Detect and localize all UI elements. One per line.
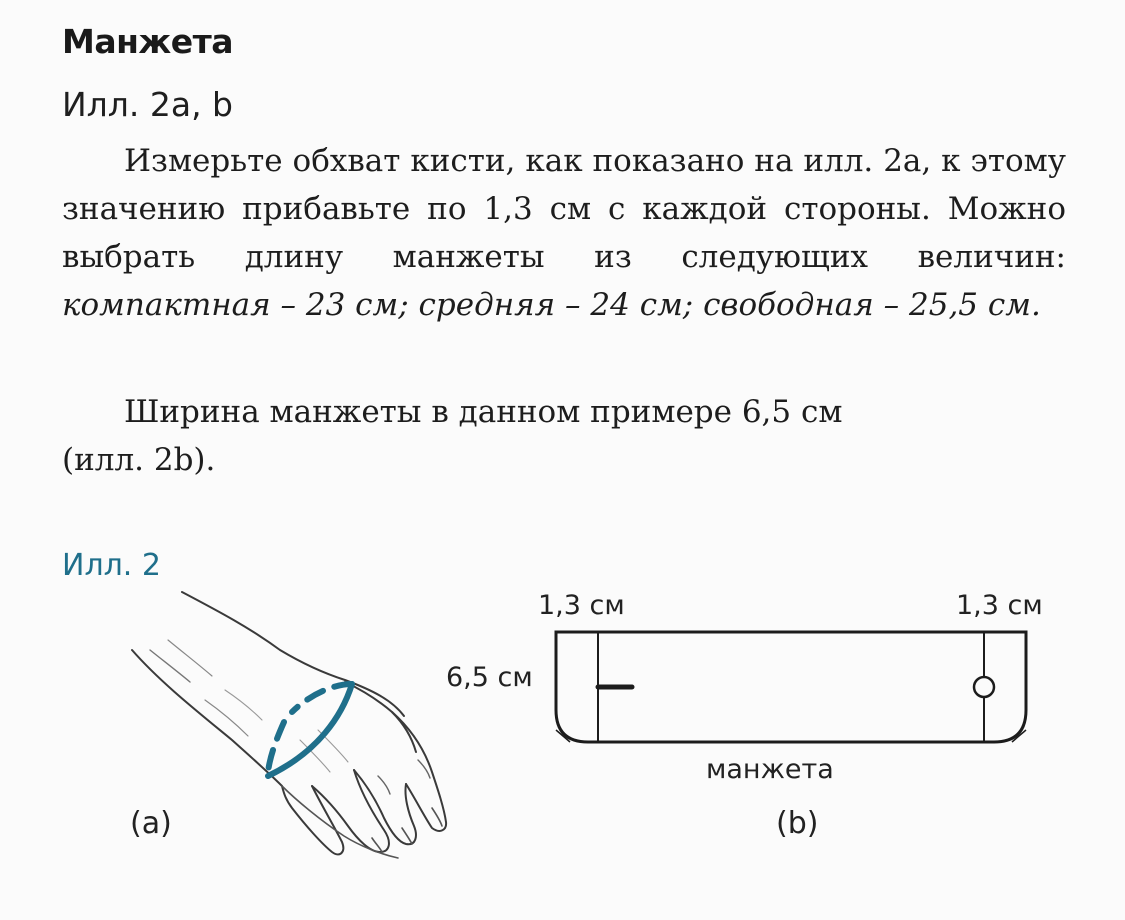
cuff-pattern	[556, 632, 1026, 742]
paragraph-measurement-sizes: компактная – 23 см; средняя – 24 см; свободная – 25,5 см.	[62, 287, 1041, 323]
paragraph-width-line2: (илл. 2b).	[62, 442, 216, 478]
section-heading: Манжета	[62, 22, 234, 61]
figure-label-b: (b)	[776, 806, 819, 841]
figure-caption: Илл. 2	[62, 548, 161, 583]
cuff-width-label: 6,5 см	[446, 662, 533, 693]
seam-allowance-left-label: 1,3 см	[538, 590, 625, 621]
paragraph-width-line1: Ширина манжеты в данном примере 6,5 см	[124, 394, 843, 430]
illustration-reference: Илл. 2а, b	[62, 85, 233, 124]
seam-allowance-right-label: 1,3 см	[956, 590, 1043, 621]
cuff-label: манжета	[706, 754, 834, 785]
wrist-measurement-band	[268, 684, 352, 776]
figure-label-a: (a)	[130, 806, 172, 841]
paragraph-measurement-text: Измерьте обхват кисти, как показано на илл. 2а, к этому значению прибавьте по 1,3 см с каждой стороны. Можно выбрать длину манжеты из следующих величин:	[62, 143, 1066, 275]
hand-illustration	[132, 592, 446, 858]
